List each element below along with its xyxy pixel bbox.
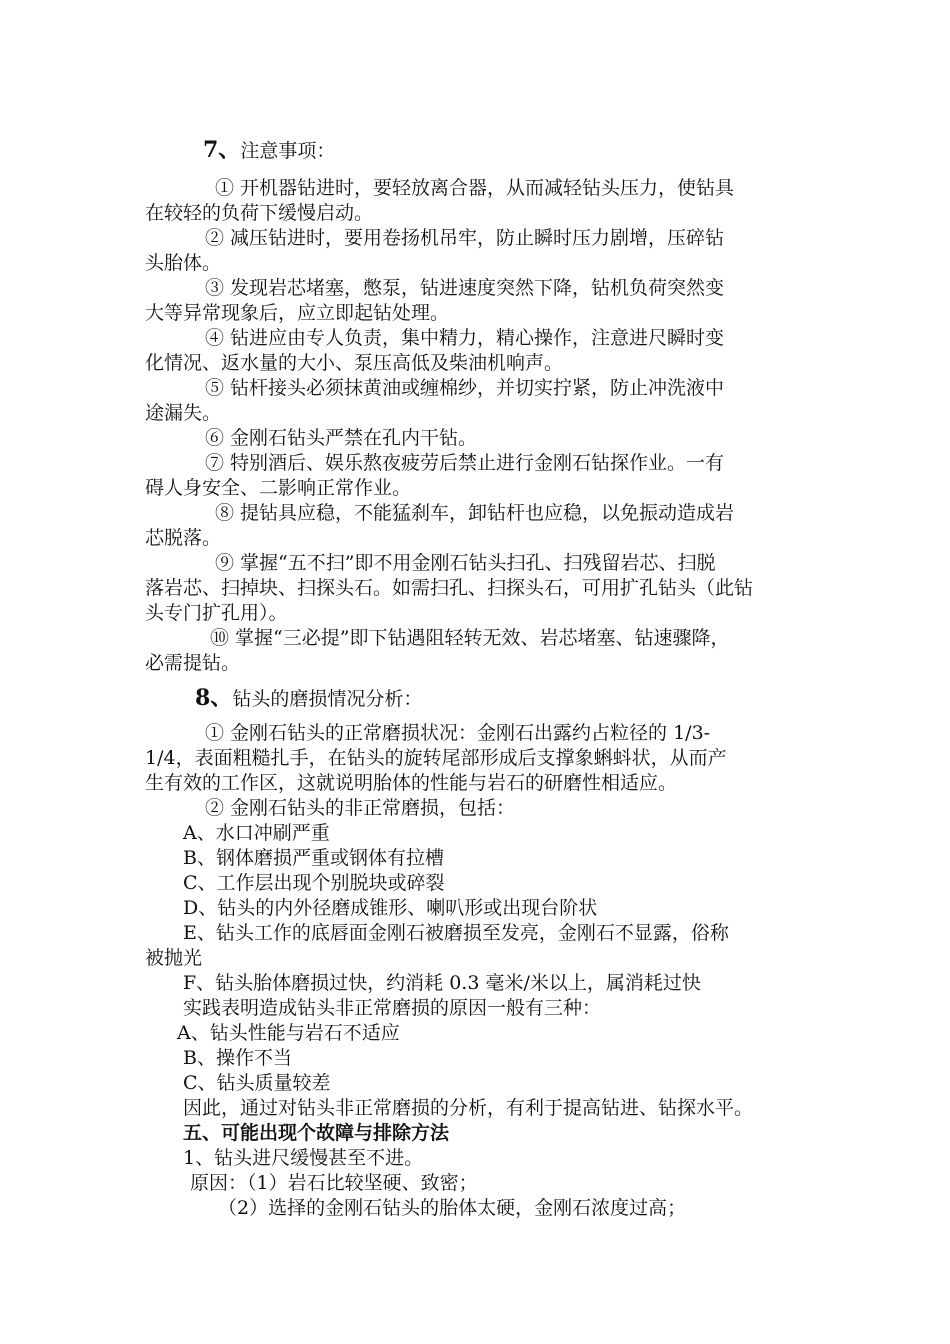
list-item: C、工作层出现个别脱块或碎裂 <box>183 872 445 894</box>
list-item: F、钻头胎体磨损过快，约消耗 0.3 毫米/米以上，属消耗过快 <box>183 972 701 994</box>
section-8-number: 8、 <box>195 685 233 711</box>
paragraph-line: 生有效的工作区，这就说明胎体的性能与岩石的研磨性相适应。 <box>145 772 678 794</box>
paragraph-line: 被抛光 <box>145 947 203 969</box>
paragraph-line: ① 开机器钻进时，要轻放离合器，从而减轻钻头压力，使钻具 <box>215 177 735 199</box>
paragraph-line: 头专门扩孔用）。 <box>145 602 288 624</box>
paragraph-line: 因此，通过对钻头非正常磨损的分析，有利于提高钻进、钻探水平。 <box>183 1097 754 1119</box>
list-item: A、钻头性能与岩石不适应 <box>177 1022 400 1044</box>
paragraph-line: 头胎体。 <box>145 252 222 274</box>
paragraph-line: ③ 发现岩芯堵塞，憋泵，钻进速度突然下降，钻机负荷突然变 <box>205 277 725 299</box>
list-item: E、钻头工作的底唇面金刚石被磨损至发亮，金刚石不显露，俗称 <box>183 922 729 944</box>
paragraph-line: ⑧ 提钻具应稳，不能猛刹车，卸钻杆也应稳，以免振动造成岩 <box>215 502 735 524</box>
paragraph-line: 在较轻的负荷下缓慢启动。 <box>145 202 374 224</box>
paragraph-line: 实践表明造成钻头非正常磨损的原因一般有三种： <box>183 997 602 1019</box>
section-5-heading: 五、可能出现个故障与排除方法 <box>183 1122 450 1144</box>
list-item: A、水口冲刷严重 <box>183 822 330 844</box>
paragraph-line: ⑨ 掌握“五不扫”即不用金刚石钻头扫孔、扫残留岩芯、扫脱 <box>215 552 716 574</box>
paragraph-line: ⑩ 掌握“三必提”即下钻遇阻轻转无效、岩芯堵塞、钻速骤降， <box>210 627 730 649</box>
list-item: D、钻头的内外径磨成锥形、喇叭形或出现台阶状 <box>183 897 598 919</box>
paragraph-line: 1、钻头进尺缓慢甚至不进。 <box>183 1147 424 1169</box>
paragraph-line: ④ 钻进应由专人负责，集中精力，精心操作，注意进尺瞬时变 <box>205 327 725 349</box>
paragraph-line: 原因：（1）岩石比较坚硬、致密； <box>190 1172 478 1194</box>
paragraph-line: 化情况、返水量的大小、泵压高低及柴油机响声。 <box>145 352 564 374</box>
section-8-heading <box>195 685 422 712</box>
paragraph-line: ② 金刚石钻头的非正常磨损，包括： <box>205 797 516 819</box>
paragraph-line: ⑤ 钻杆接头必须抹黄油或缠棉纱，并切实拧紧，防止冲洗液中 <box>205 377 725 399</box>
paragraph-line: ⑥ 金刚石钻头严禁在孔内干钻。 <box>205 427 478 449</box>
paragraph-line: 碍人身安全、二影响正常作业。 <box>145 477 412 499</box>
section-8-title: 钻头的磨损情况分析： <box>232 688 423 710</box>
section-7-title: 注意事项： <box>240 140 336 162</box>
paragraph-line: 大等异常现象后，应立即起钻处理。 <box>145 302 450 324</box>
paragraph-line: 落岩芯、扫掉块、扫探头石。如需扫孔、扫探头石，可用扩孔钻头（此钻 <box>145 577 754 599</box>
paragraph-line: ⑦ 特别酒后、娱乐熬夜疲劳后禁止进行金刚石钻探作业。一有 <box>205 452 725 474</box>
paragraph-line: ① 金刚石钻头的正常磨损状况：金刚石出露约占粒径的 1/3- <box>205 722 711 744</box>
paragraph-line: 必需提钻。 <box>145 652 241 674</box>
paragraph-line: ② 减压钻进时，要用卷扬机吊牢，防止瞬时压力剧增，压碎钻 <box>205 227 725 249</box>
paragraph-line: 途漏失。 <box>145 402 222 424</box>
paragraph-line: （2）选择的金刚石钻头的胎体太硬，金刚石浓度过高； <box>218 1197 687 1219</box>
section-7-heading <box>203 137 335 164</box>
list-item: C、钻头质量较差 <box>183 1072 331 1094</box>
paragraph-line: 1/4，表面粗糙扎手，在钻头的旋转尾部形成后支撑象蝌蚪状，从而产 <box>145 747 727 769</box>
list-item: B、操作不当 <box>183 1047 292 1069</box>
paragraph-line: 芯脱落。 <box>145 527 222 549</box>
list-item: B、钢体磨损严重或钢体有拉槽 <box>183 847 444 869</box>
section-7-number: 7、 <box>203 137 241 163</box>
